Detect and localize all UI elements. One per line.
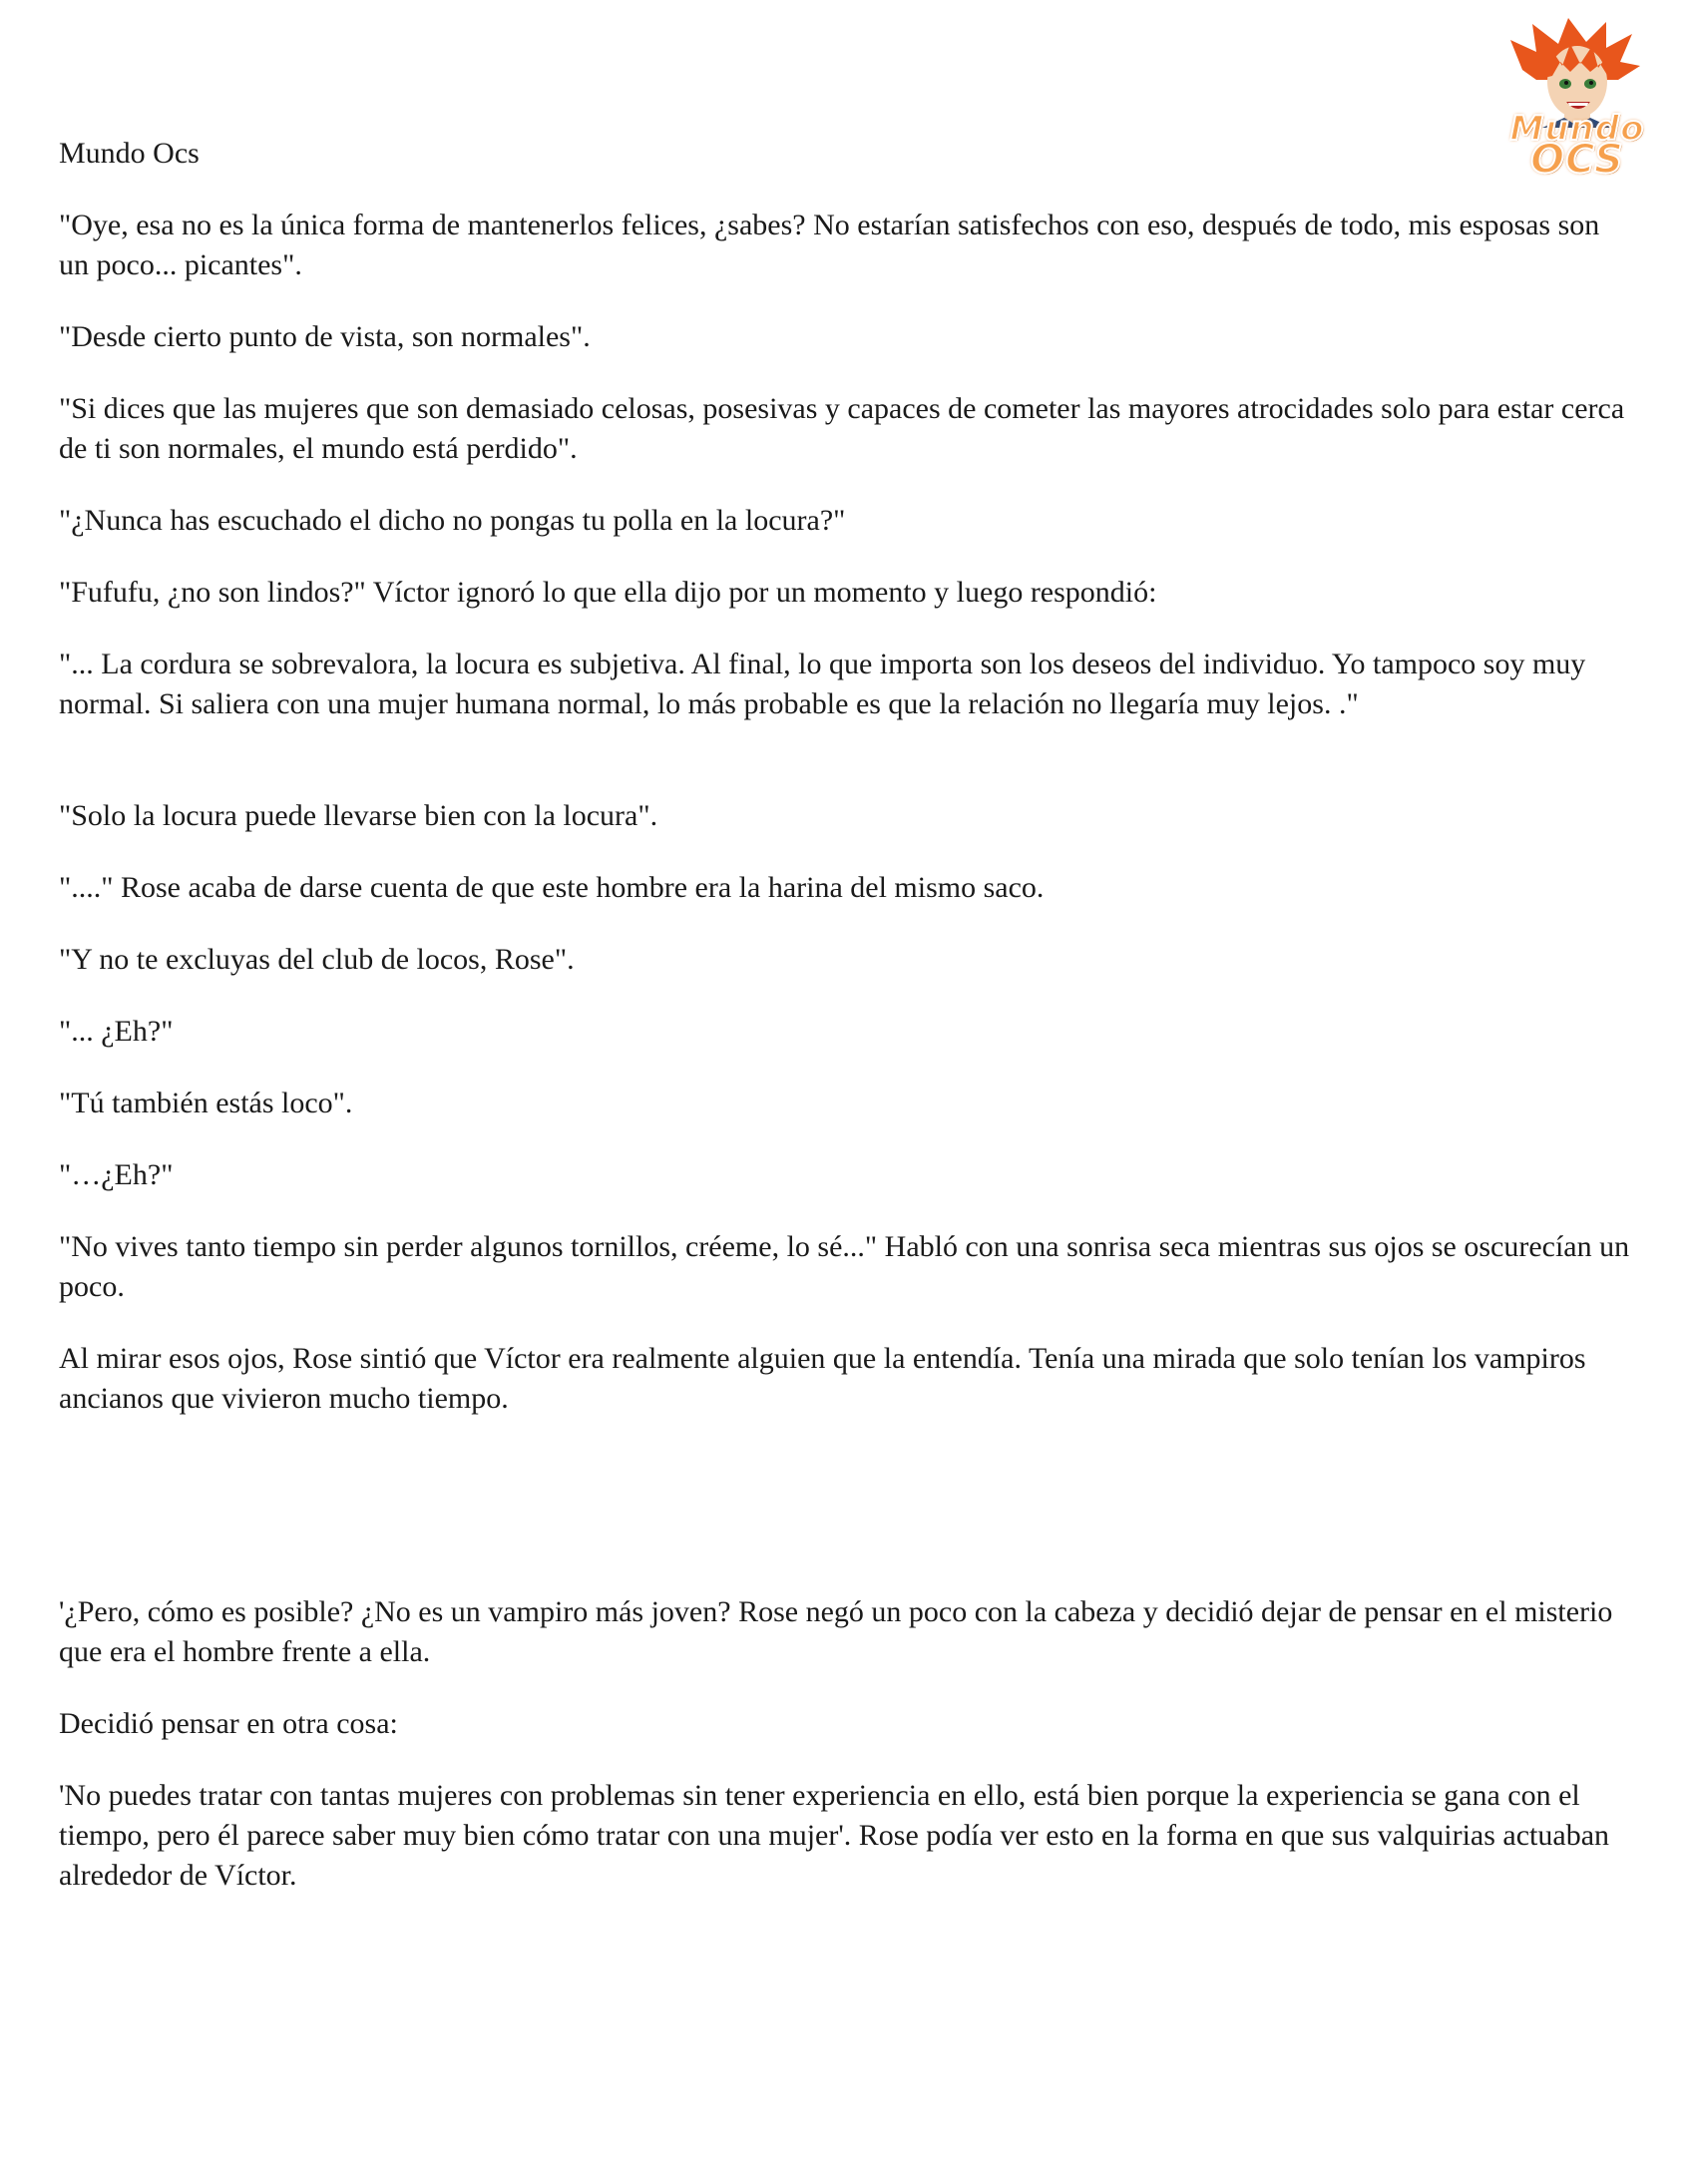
logo-wordmark-line2: OCS — [1530, 137, 1624, 183]
paragraph: Decidió pensar en otra cosa: — [59, 1707, 398, 1740]
logo-wordmark — [1502, 109, 1652, 183]
paragraph: "¿Nunca has escuchado el dicho no pongas tu polla en la locura?" — [59, 504, 846, 537]
paragraph: "Si dices que las mujeres que son demasiado celosas, posesivas y capaces de cometer las mayores atrocidades solo para estar cerca de ti son normales, el mundo está perdido". — [59, 392, 1625, 465]
paragraph: "...." Rose acaba de darse cuenta de que este hombre era la harina del mismo saco. — [59, 871, 1045, 904]
document-header-title: Mundo Ocs — [59, 137, 200, 170]
paragraph: "No vives tanto tiempo sin perder algunos tornillos, créeme, lo sé..." Habló con una sonrisa seca mientras sus ojos se oscurecían un poco. — [59, 1230, 1630, 1303]
paragraph: 'No puedes tratar con tantas mujeres con problemas sin tener experiencia en ello, está bien porque la experiencia se gana con el tiempo, pero él parece saber muy bien cómo tratar con una mujer'. Rose podía ver esto en la forma en que sus valquirias actuaban alrededor de Víctor. — [59, 1779, 1610, 1892]
paragraph: Al mirar esos ojos, Rose sintió que Víctor era realmente alguien que la entendía. Tenía una mirada que solo tenían los vampiros ancianos que vivieron mucho tiempo. — [59, 1342, 1586, 1415]
mundo-ocs-logo — [1502, 18, 1652, 183]
paragraph: "…¿Eh?" — [59, 1158, 174, 1191]
logo-wordmark-line1: Mundo — [1509, 109, 1645, 149]
paragraph: "Y no te excluyas del club de locos, Rose". — [59, 943, 575, 976]
paragraph: "... ¿Eh?" — [59, 1015, 174, 1048]
paragraph: "Oye, esa no es la única forma de mantenerlos felices, ¿sabes? No estarían satisfechos con eso, después de todo, mis esposas son un poco... picantes". — [59, 209, 1600, 281]
paragraph: "... La cordura se sobrevalora, la locura es subjetiva. Al final, lo que importa son los deseos del individuo. Yo tampoco soy muy normal. Si saliera con una mujer humana normal, lo más probable es que la relación no llegaría muy lejos. ." — [59, 648, 1586, 720]
paragraph: "Fufufu, ¿no son lindos?" Víctor ignoró lo que ella dijo por un momento y luego respondió: — [59, 576, 1157, 609]
paragraph: "Solo la locura puede llevarse bien con la locura". — [59, 799, 658, 832]
paragraph: "Tú también estás loco". — [59, 1087, 353, 1119]
paragraph: "Desde cierto punto de vista, son normales". — [59, 320, 591, 353]
paragraph: '¿Pero, cómo es posible? ¿No es un vampiro más joven? Rose negó un poco con la cabeza y decidió dejar de pensar en el misterio que era el hombre frente a ella. — [59, 1595, 1613, 1668]
